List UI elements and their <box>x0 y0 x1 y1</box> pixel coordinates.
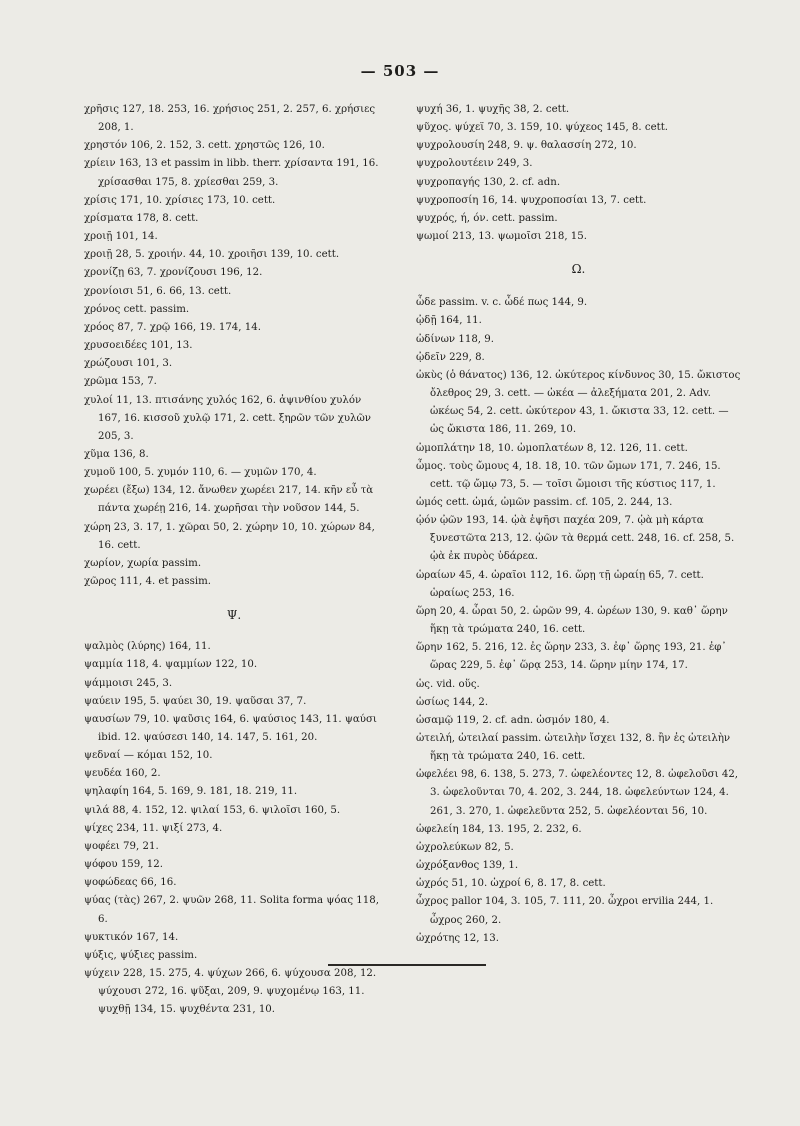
index-entry: χρίσματα 178, 8. cett. <box>84 212 199 224</box>
index-entry: χρίσις 171, 10. χρίσιες 173, 10. cett. <box>84 194 276 206</box>
index-entry: ὡραίων 45, 4. ὡραῖοι 112, 16. ὥρῃ τῇ ὡραίῃ 65, 7. cett. ὡραίως 253, 16. <box>416 569 704 599</box>
section-heading-psi: Ψ. <box>226 608 242 623</box>
index-entry: χρηστόν 106, 2. 152, 3. cett. χρηστῶς 126, 10. <box>84 140 325 152</box>
right-column <box>416 101 741 948</box>
index-entry: χῶρος 111, 4. et passim. <box>84 576 211 588</box>
index-entry: ὠμοπλάτην 18, 10. ὠμοπλατέων 8, 12. 126, 11. cett. <box>416 442 688 454</box>
index-entry: ψωμοί 213, 13. ψωμοῖσι 218, 15. <box>416 231 587 243</box>
index-entry: ὦμος. τοὺς ὤμους 4, 18. 18, 10. τῶν ὤμων 171, 7. 246, 15. cett. τῷ ὤμῳ 73, 5. — τοῖσι ὤμοισι τῆς κύστιος 117, 1. <box>416 460 721 490</box>
index-entry: χυμοῦ 100, 5. χυμόν 110, 6. — χυμῶν 170, 4. <box>84 467 317 479</box>
index-entry: ψυχρολουσίη 248, 9. ψ. θαλασσίη 272, 10. <box>416 140 637 152</box>
index-entry: ᾠόν ᾠῶν 193, 14. ᾠὰ ἑψῆσι παχέα 209, 7. ᾠὰ μὴ κάρτα ξυνεστῶτα 213, 12. ᾠῶν τὰ θερμά cett. 248, 16. cf. 258, 5. ᾠὰ ἐκ πυρὸς ὑδάρεα. <box>416 515 735 563</box>
index-entry: ὠκὺς (ὁ θάνατος) 136, 12. ὠκύτερος κίνδυνος 30, 15. ὤκιστος ὄλεθρος 29, 3. cett. — ὠκέα — ἀλεξήματα 201, 2. Adv. ὠκέως 54, 2. cett. ὠκύτερον 43, 1. ὤκιστα 33, 12. cett. — ὡς ὤκιστα 186, 11. 269, 10. <box>416 369 741 436</box>
index-entry: χρώζουσι 101, 3. <box>84 358 173 370</box>
index-entry: χώρη 23, 3. 17, 1. χῶραι 50, 2. χώρην 10, 10. χώρων 84, 16. cett. <box>84 521 375 551</box>
index-entry: ὠδίνων 118, 9. <box>416 333 495 345</box>
index-entry: χρῆσις 127, 18. 253, 16. χρήσιος 251, 2. 257, 6. χρήσιες 208, 1. <box>84 104 376 134</box>
index-entry: ψευδέα 160, 2. <box>84 768 161 780</box>
index-entry: ψοφώδεας 66, 16. <box>84 877 177 889</box>
index-entry: χρόος 87, 7. χρῷ 166, 19. 174, 14. <box>84 321 261 333</box>
index-entry: ψίχες 234, 11. ψιξί 273, 4. <box>84 822 223 834</box>
index-entry: ὠχρός 51, 10. ὠχροί 6, 8. 17, 8. cett. <box>416 878 606 890</box>
index-entry: ψοφέει 79, 21. <box>84 840 159 852</box>
index-entry: ψύξις, ψύξιες passim. <box>84 949 198 961</box>
index-entry: ᾠδῇ 164, 11. <box>416 315 482 327</box>
index-entry: ὠτειλή, ὠτειλαί passim. ὠτειλὴν ἴσχει 132, 8. ἢν ἐς ὠτειλὴν ἥκῃ τὰ τρώματα 240, 16. cett. <box>416 733 731 763</box>
index-entry: ψυκτικόν 167, 14. <box>84 931 179 943</box>
index-entry: χυλοί 11, 13. πτισάνης χυλός 162, 6. ἀψινθίου χυλόν 167, 16. κισσοῦ χυλῷ 171, 2. cett. ξηρῶν τῶν χυλῶν 205, 3. <box>84 394 371 442</box>
section-heading-omega: Ω. <box>571 262 586 277</box>
index-entry: ψύχειν 228, 15. 275, 4. ψύχων 266, 6. ψύχουσα 208, 12. ψύχουσι 272, 16. ψῦξαι, 209, 9. ψυχομένῳ 163, 11. ψυχθῇ 134, 15. ψυχθέντα 231, 10. <box>84 968 377 1016</box>
index-entry: ψυχροποσίη 16, 14. ψυχροποσίαι 13, 7. cett. <box>416 194 647 206</box>
index-entry: ψυχή 36, 1. ψυχῆς 38, 2. cett. <box>416 104 570 115</box>
index-entry: ψαύειν 195, 5. ψαύει 30, 19. ψαῦσαι 37, 7. <box>84 695 307 707</box>
index-entry: ψαμμία 118, 4. ψαμμίων 122, 10. <box>84 659 258 671</box>
index-entry: ὠφελέει 98, 6. 138, 5. 273, 7. ὠφελέοντες 12, 8. ὠφελοῦσι 42, 3. ὠφελοῦνται 70, 4. 202, 3. 244, 18. ὠφελεύντων 124, 4. 261, 3. 270, 1. ὠφελεῦντα 252, 5. ὠφελέονται 56, 10. <box>416 769 739 817</box>
index-entry: ὡς. vid. οὕς. <box>416 678 480 690</box>
index-entry: χῦμα 136, 8. <box>84 448 149 460</box>
footer-rule <box>328 964 486 966</box>
index-entry: ψαλμὸς (λύρης) 164, 11. <box>84 641 211 653</box>
index-entry: ψάμμοισι 245, 3. <box>84 677 173 689</box>
left-column <box>84 101 384 1020</box>
index-entry: ὠμός cett. ὠμά, ὠμῶν passim. cf. 105, 2. 244, 13. <box>416 496 673 508</box>
index-entry: χωρέει (ἔξω) 134, 12. ἄνωθεν χωρέει 217, 14. κῆν εὖ τὰ πάντα χωρέῃ 216, 14. χωρῆσαι τὴν νοῦσον 144, 5. <box>84 485 374 515</box>
index-entry: χροιῇ 101, 14. <box>84 231 158 243</box>
index-entry: ψυχροπαγής 130, 2. cf. adn. <box>416 176 561 188</box>
index-entry: ψαυσίων 79, 10. ψαῦσις 164, 6. ψαύσιος 143, 11. ψαύσι ibid. 12. ψαύσεσι 140, 14. 147, 5. 161, 20. <box>84 713 377 743</box>
index-entry: ψυχρολουτέειν 249, 3. <box>416 158 533 170</box>
page-number: — 503 — <box>360 62 440 80</box>
index-entry: ψῦχος. ψύχεϊ 70, 3. 159, 10. ψύχεος 145, 8. cett. <box>416 122 669 134</box>
index-entry: χροιῇ 28, 5. χροιήν. 44, 10. χροιῆσι 139, 10. cett. <box>84 249 340 261</box>
index-entry: χρῶμα 153, 7. <box>84 376 157 388</box>
index-entry: ὥρη 20, 4. ὧραι 50, 2. ὡρῶν 99, 4. ὡρέων 130, 9. καθ᾽ ὥρην ἥκῃ τὰ τρώματα 240, 16. cett. <box>416 605 728 636</box>
index-entry: ὠφελείη 184, 13. 195, 2. 232, 6. <box>416 823 582 835</box>
index-entry: ψεδναί — κόμαι 152, 10. <box>84 750 213 762</box>
index-entry: ψυχρός, ή, όν. cett. passim. <box>416 212 558 224</box>
index-entry: χωρίον, χωρία passim. <box>84 557 202 569</box>
index-entry: χρυσοειδέες 101, 13. <box>84 340 193 352</box>
index-entry: ὠχρολεύκων 82, 5. <box>416 841 514 853</box>
index-entry: χρόνος cett. passim. <box>84 303 190 315</box>
index-entry: ψηλαφίη 164, 5. 169, 9. 181, 18. 219, 11. <box>84 786 298 798</box>
index-entry: χρονίοισι 51, 6. 66, 13. cett. <box>84 285 232 297</box>
index-entry: ᾠδεῖν 229, 8. <box>416 351 485 363</box>
index-entry: ψιλά 88, 4. 152, 12. ψιλαί 153, 6. ψιλοῖσι 160, 5. <box>84 804 341 816</box>
index-entry: ὥρην 162, 5. 216, 12. ἐς ὥρην 233, 3. ἐφ᾽ ὥρης 193, 21. ἐφ᾽ ὥρας 229, 5. ἐφ᾽ ὥρᾳ 253, 14. ὥρην μίην 174, 17. <box>416 642 727 672</box>
index-entry: ψύας (τὰς) 267, 2. ψυῶν 268, 11. Solita forma ψόας 118, 6. <box>84 895 379 925</box>
index-entry: ὠχρόξανθος 139, 1. <box>416 860 519 872</box>
index-entry: ὠχρότης 12, 13. <box>416 932 499 944</box>
index-entry: ὡσίως 144, 2. <box>416 696 489 708</box>
index-entry: χρονίζῃ 63, 7. χρονίζουσι 196, 12. <box>84 267 263 279</box>
index-entry: χρίειν 163, 13 et passim in libb. therr. χρίσαντα 191, 16. χρίσασθαι 175, 8. χρίεσθαι 259, 3. <box>84 158 379 188</box>
index-entry: ὦχρος pallor 104, 3. 105, 7. 111, 20. ὦχροι ervilia 244, 1. ὦχρος 260, 2. <box>416 896 714 926</box>
index-entry: ψόφου 159, 12. <box>84 859 163 871</box>
index-entry: ὧδε passim. v. c. ὧδέ πως 144, 9. <box>416 297 588 309</box>
index-entry: ὠσαμῷ 119, 2. cf. adn. ὠσμόν 180, 4. <box>416 714 610 726</box>
